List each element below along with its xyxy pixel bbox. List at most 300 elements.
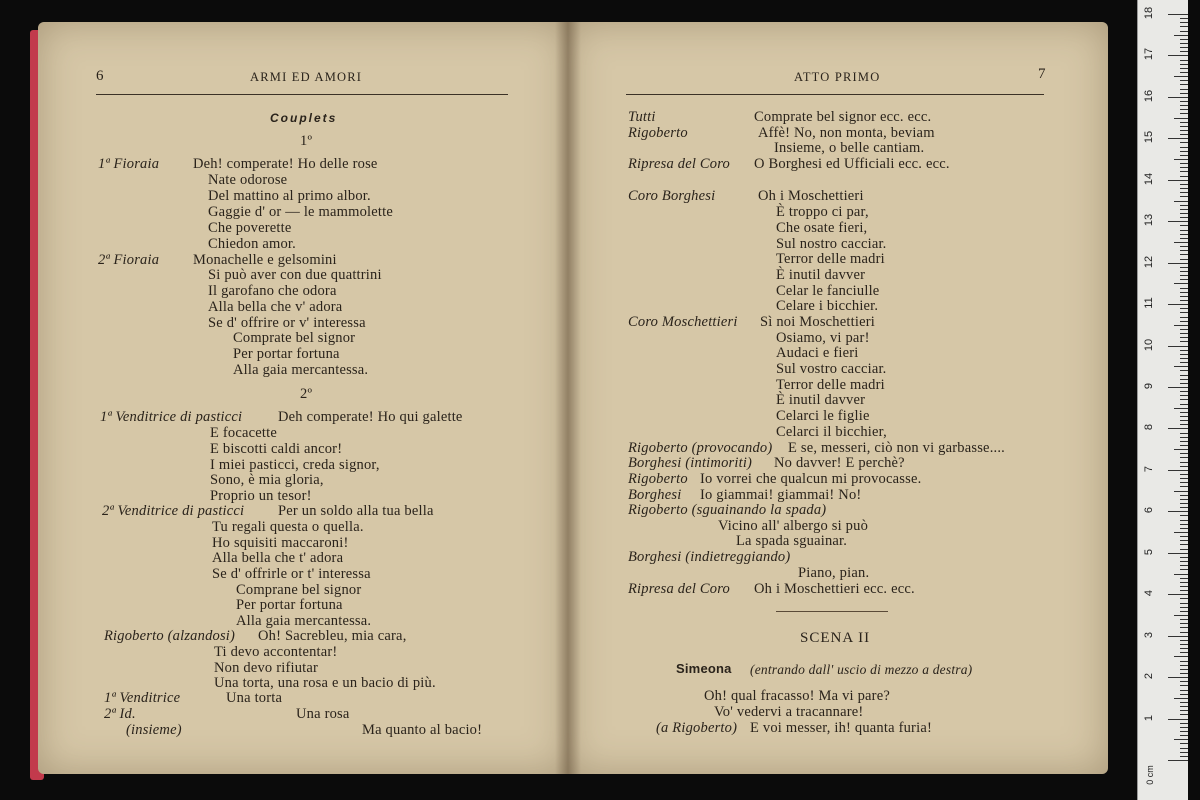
header-rule: [626, 94, 1044, 95]
ruler-tick: [1174, 449, 1188, 450]
header-rule: [96, 94, 508, 95]
ruler-tick: [1180, 213, 1188, 214]
ruler-tick: [1180, 482, 1188, 483]
ruler-tick: [1180, 238, 1188, 239]
ruler-tick: [1180, 590, 1188, 591]
ruler-tick: [1180, 267, 1188, 268]
ruler-tick: [1180, 134, 1188, 135]
verse-line: Vo' vedervi a tracannare!: [714, 704, 864, 720]
speaker: 1ª Venditrice di pasticci: [100, 409, 243, 425]
scene-speaker: Simeona: [676, 661, 732, 676]
ruler-tick: [1180, 354, 1188, 355]
ruler-tick: [1180, 752, 1188, 753]
ruler-tick: [1180, 714, 1188, 715]
ruler-tick: [1168, 553, 1188, 554]
ruler-tick: [1180, 453, 1188, 454]
ruler-tick: [1180, 167, 1188, 168]
verse-marker: 2º: [300, 386, 313, 402]
verse-line: Celarci il bicchier,: [776, 424, 887, 440]
speaker: (a Rigoberto): [656, 720, 738, 736]
ruler-tick: [1168, 677, 1188, 678]
ruler-tick: [1180, 163, 1188, 164]
verse-line: Comprane bel signor: [236, 582, 362, 598]
verse-line: Terror delle madri: [776, 377, 885, 393]
ruler-tick: [1180, 379, 1188, 380]
ruler-tick: [1180, 192, 1188, 193]
running-head: ATTO PRIMO: [794, 70, 881, 84]
scene-divider: [776, 611, 888, 612]
ruler-number: 14: [1143, 172, 1155, 185]
ruler-tick: [1180, 441, 1188, 442]
ruler-number: 13: [1143, 214, 1155, 227]
speaker: (insieme): [126, 722, 182, 738]
ruler-tick: [1180, 109, 1188, 110]
ruler-tick: [1180, 515, 1188, 516]
ruler-tick: [1180, 727, 1188, 728]
ruler-tick: [1168, 760, 1188, 761]
speaker: Borghesi (intimoriti): [628, 455, 753, 471]
ruler-tick: [1180, 321, 1188, 322]
verse-line: Insieme, o belle cantiam.: [774, 140, 925, 156]
ruler-tick: [1168, 387, 1188, 388]
ruler-number: 9: [1143, 382, 1155, 390]
speaker: Ripresa del Coro: [628, 156, 731, 172]
ruler-tick: [1174, 159, 1188, 160]
section-title: Couplets: [270, 111, 338, 125]
speaker: Borghesi: [628, 487, 682, 503]
ruler-tick: [1180, 586, 1188, 587]
verse-line: Del mattino al primo albor.: [208, 188, 371, 204]
ruler-tick: [1180, 80, 1188, 81]
ruler-tick: [1180, 22, 1188, 23]
speaker: Rigoberto: [628, 471, 688, 487]
ruler-tick: [1180, 569, 1188, 570]
ruler-tick: [1180, 317, 1188, 318]
page-number: 6: [96, 68, 104, 84]
ruler-tick: [1180, 565, 1188, 566]
ruler-tick: [1180, 279, 1188, 280]
ruler-number: 10: [1143, 338, 1155, 351]
ruler-tick: [1180, 412, 1188, 413]
ruler-tick: [1180, 176, 1188, 177]
ruler-tick: [1180, 105, 1188, 106]
ruler-tick: [1180, 557, 1188, 558]
ruler-tick: [1180, 549, 1188, 550]
ruler-tick: [1180, 51, 1188, 52]
ruler-number: 11: [1143, 297, 1155, 309]
ruler-tick: [1180, 399, 1188, 400]
ruler-tick: [1180, 370, 1188, 371]
verse-line: Per portar fortuna: [233, 346, 340, 362]
verse-line: No davver! E perchè?: [774, 455, 905, 471]
ruler-tick: [1180, 126, 1188, 127]
ruler-tick: [1180, 598, 1188, 599]
verse-line: Tu regali questa o quella.: [212, 519, 364, 535]
verse-line: Oh i Moschettieri: [758, 188, 864, 204]
ruler-number: 4: [1143, 590, 1155, 597]
verse-line: È troppo ci par,: [776, 204, 869, 220]
ruler-tick: [1180, 540, 1188, 541]
verse-line: Che poverette: [208, 220, 292, 236]
ruler-unit-label: 0 cm: [1144, 765, 1155, 785]
ruler-tick: [1180, 735, 1188, 736]
ruler-tick: [1180, 681, 1188, 682]
ruler-tick: [1180, 362, 1188, 363]
ruler-tick: [1180, 466, 1188, 467]
verse-line: Gaggie d' or — le mammolette: [208, 204, 393, 220]
speaker: Rigoberto (alzandosi): [104, 628, 236, 644]
ruler-tick: [1180, 507, 1188, 508]
ruler-tick: [1174, 201, 1188, 202]
verse-line: Comprate bel signor ecc. ecc.: [754, 109, 932, 125]
ruler-tick: [1180, 690, 1188, 691]
ruler-tick: [1180, 329, 1188, 330]
ruler-tick: [1168, 263, 1188, 264]
verse-line: Oh i Moschettieri ecc. ecc.: [754, 581, 915, 597]
verse-line: Alla bella che t' adora: [212, 550, 344, 566]
left-page: [38, 22, 568, 774]
verse-line: Ma quanto al bacio!: [362, 722, 483, 738]
ruler-tick: [1180, 151, 1188, 152]
ruler-tick: [1174, 242, 1188, 243]
ruler-number: 2: [1143, 673, 1155, 680]
ruler-tick: [1174, 366, 1188, 367]
verse-line: Terror delle madri: [776, 251, 885, 267]
ruler-tick: [1180, 246, 1188, 247]
ruler-tick: [1180, 665, 1188, 666]
ruler-tick: [1180, 395, 1188, 396]
verse-line: Comprate bel signor: [233, 330, 356, 346]
ruler-tick: [1180, 644, 1188, 645]
ruler-tick: [1174, 491, 1188, 492]
verse-line: Sono, è mia gloria,: [210, 472, 324, 488]
ruler-tick: [1180, 706, 1188, 707]
ruler-tick: [1180, 710, 1188, 711]
ruler-tick: [1180, 196, 1188, 197]
verse-line: Celare i bicchier.: [776, 298, 879, 314]
speaker: Coro Moschettieri: [628, 314, 738, 330]
ruler-tick: [1180, 603, 1188, 604]
verse-line: Proprio un tesor!: [210, 488, 312, 504]
verse-line: Per un soldo alla tua bella: [278, 503, 434, 519]
ruler-tick: [1180, 130, 1188, 131]
ruler-tick: [1180, 632, 1188, 633]
ruler-tick: [1180, 312, 1188, 313]
verse-line: I miei pasticci, creda signor,: [210, 457, 380, 473]
ruler-tick: [1180, 184, 1188, 185]
ruler-number: 3: [1143, 631, 1155, 638]
verse-line: Il garofano che odora: [208, 283, 337, 299]
ruler-tick: [1168, 138, 1188, 139]
ruler-tick: [1180, 26, 1188, 27]
verse-line: Alla gaia mercantessa.: [233, 362, 369, 378]
verse-line: Audaci e fieri: [776, 345, 859, 361]
ruler-tick: [1180, 437, 1188, 438]
speaker: Rigoberto: [628, 125, 688, 141]
ruler-tick: [1168, 511, 1188, 512]
ruler-tick: [1180, 495, 1188, 496]
ruler-tick: [1180, 416, 1188, 417]
verse-line: Io giammai! giammai! No!: [700, 487, 862, 503]
ruler-number: 1: [1143, 714, 1155, 721]
verse-marker: 1º: [300, 133, 313, 149]
ruler-tick: [1180, 685, 1188, 686]
ruler-tick: [1180, 350, 1188, 351]
ruler-number: 18: [1143, 6, 1155, 20]
ruler-tick: [1174, 656, 1188, 657]
ruler-tick: [1180, 520, 1188, 521]
ruler-tick: [1180, 72, 1188, 73]
verse-line: Alla bella che v' adora: [208, 299, 343, 315]
measuring-ruler: [1137, 0, 1188, 800]
stage-direction: (entrando dall' uscio di mezzo a destra): [750, 662, 973, 677]
ruler-tick: [1180, 292, 1188, 293]
ruler-tick: [1180, 723, 1188, 724]
ruler-tick: [1180, 669, 1188, 670]
ruler-tick: [1180, 731, 1188, 732]
ruler-tick: [1180, 205, 1188, 206]
ruler-tick: [1174, 532, 1188, 533]
ruler-tick: [1180, 18, 1188, 19]
ruler-tick: [1180, 209, 1188, 210]
ruler-tick: [1180, 743, 1188, 744]
ruler-tick: [1180, 627, 1188, 628]
ruler-tick: [1180, 536, 1188, 537]
speaker: 2ª Fioraia: [98, 252, 160, 268]
ruler-tick: [1180, 391, 1188, 392]
ruler-tick: [1168, 428, 1188, 429]
ruler-tick: [1180, 648, 1188, 649]
ruler-number: 16: [1143, 89, 1155, 102]
ruler-tick: [1174, 408, 1188, 409]
ruler-tick: [1180, 486, 1188, 487]
ruler-tick: [1180, 694, 1188, 695]
verse-line: Vicino all' albergo si può: [718, 518, 869, 534]
ruler-tick: [1180, 250, 1188, 251]
speaker: Coro Borghesi: [628, 188, 716, 204]
verse-line: Che osate fieri,: [776, 220, 868, 236]
ruler-number: 5: [1143, 548, 1155, 555]
ruler-tick: [1174, 574, 1188, 575]
ruler-tick: [1180, 404, 1188, 405]
ruler-tick: [1174, 283, 1188, 284]
ruler-tick: [1180, 445, 1188, 446]
ruler-tick: [1180, 478, 1188, 479]
verse-line: E focacette: [210, 425, 277, 441]
verse-line: Celar le fanciulle: [776, 283, 880, 299]
running-head: ARMI ED AMORI: [250, 70, 363, 84]
ruler-tick: [1180, 524, 1188, 525]
ruler-number: 7: [1143, 465, 1155, 472]
ruler-tick: [1180, 474, 1188, 475]
ruler-tick: [1180, 462, 1188, 463]
ruler-tick: [1174, 698, 1188, 699]
ruler-tick: [1180, 122, 1188, 123]
ruler-tick: [1180, 171, 1188, 172]
verse-line: Una torta, una rosa e un bacio di più.: [214, 675, 436, 691]
verse-line: Osiamo, vi par!: [776, 330, 870, 346]
ruler-tick: [1168, 55, 1188, 56]
verse-line: Deh! comperate! Ho delle rose: [193, 156, 378, 172]
ruler-tick: [1168, 636, 1188, 637]
speaker: 2ª Id.: [104, 706, 136, 722]
ruler-tick: [1180, 60, 1188, 61]
ruler-tick: [1174, 76, 1188, 77]
ruler-tick: [1180, 661, 1188, 662]
ruler-tick: [1180, 271, 1188, 272]
ruler-tick: [1180, 756, 1188, 757]
ruler-tick: [1180, 43, 1188, 44]
ruler-tick: [1168, 470, 1188, 471]
ruler-tick: [1180, 503, 1188, 504]
verse-line: È inutil davver: [776, 392, 866, 408]
ruler-tick: [1180, 147, 1188, 148]
book-gutter: [555, 22, 581, 774]
ruler-tick: [1180, 142, 1188, 143]
right-page: [568, 22, 1108, 774]
speaker: 1ª Fioraia: [98, 156, 160, 172]
verse-line: Ho squisiti maccaroni!: [212, 535, 349, 551]
ruler-tick: [1180, 457, 1188, 458]
ruler-tick: [1180, 578, 1188, 579]
verse-line: Una rosa: [296, 706, 350, 722]
ruler-tick: [1168, 14, 1188, 15]
verse-line: Si può aver con due quattrini: [208, 267, 382, 283]
ruler-number: 15: [1143, 131, 1155, 144]
ruler-tick: [1180, 288, 1188, 289]
ruler-tick: [1180, 300, 1188, 301]
ruler-tick: [1180, 217, 1188, 218]
verse-line: E voi messer, ih! quanta furia!: [750, 720, 932, 736]
verse-line: E se, messeri, ciò non vi garbasse....: [788, 440, 1005, 456]
ruler-tick: [1174, 118, 1188, 119]
verse-line: Se d' offrire or v' interessa: [208, 315, 366, 331]
ruler-tick: [1180, 341, 1188, 342]
ruler-tick: [1180, 582, 1188, 583]
ruler-tick: [1180, 89, 1188, 90]
speaker: Ripresa del Coro: [628, 581, 731, 597]
ruler-number: 17: [1143, 48, 1155, 61]
verse-line: Se d' offrirle or t' interessa: [212, 566, 371, 582]
ruler-tick: [1168, 304, 1188, 305]
ruler-tick: [1180, 113, 1188, 114]
verse-line: Sul vostro cacciar.: [776, 361, 887, 377]
ruler-tick: [1180, 84, 1188, 85]
ruler-tick: [1180, 188, 1188, 189]
verse-line: Oh! Sacrebleu, mia cara,: [258, 628, 407, 644]
ruler-tick: [1174, 739, 1188, 740]
verse-line: È inutil davver: [776, 267, 866, 283]
ruler-tick: [1180, 259, 1188, 260]
ruler-number: 8: [1143, 424, 1155, 431]
verse-line: Affè! No, non monta, beviam: [758, 125, 935, 141]
ruler-tick: [1180, 64, 1188, 65]
ruler-tick: [1180, 424, 1188, 425]
ruler-tick: [1174, 35, 1188, 36]
ruler-tick: [1180, 234, 1188, 235]
ruler-tick: [1180, 619, 1188, 620]
ruler-tick: [1174, 615, 1188, 616]
verse-line: Sì noi Moschettieri: [760, 314, 875, 330]
verse-line: Nate odorose: [208, 172, 288, 188]
verse-line: E biscotti caldi ancor!: [210, 441, 343, 457]
ruler-tick: [1180, 308, 1188, 309]
verse-line: O Borghesi ed Ufficiali ecc. ecc.: [754, 156, 950, 172]
verse-line: Ti devo accontentar!: [214, 644, 338, 660]
ruler-tick: [1168, 719, 1188, 720]
verse-line: La spada sguainar.: [736, 533, 848, 549]
ruler-tick: [1180, 499, 1188, 500]
speaker: Borghesi (indietreggiando): [628, 549, 791, 565]
verse-line: Piano, pian.: [798, 565, 870, 581]
page-number: 7: [1038, 66, 1046, 82]
verse-line: Chiedon amor.: [208, 236, 296, 252]
verse-line: Celarci le figlie: [776, 408, 870, 424]
verse-line: Deh comperate! Ho qui galette: [278, 409, 463, 425]
ruler-tick: [1168, 97, 1188, 98]
ruler-tick: [1180, 375, 1188, 376]
ruler-tick: [1180, 337, 1188, 338]
verse-line: Una torta: [226, 690, 283, 706]
ruler-tick: [1180, 225, 1188, 226]
ruler-tick: [1180, 296, 1188, 297]
speaker: 1ª Venditrice: [104, 690, 181, 706]
ruler-tick: [1180, 68, 1188, 69]
ruler-tick: [1180, 528, 1188, 529]
ruler-tick: [1180, 748, 1188, 749]
speaker: Rigoberto (sguainando la spada): [628, 502, 827, 518]
ruler-tick: [1180, 47, 1188, 48]
ruler-number: 12: [1143, 255, 1155, 268]
verse-line: Monachelle e gelsomini: [193, 252, 337, 268]
ruler-tick: [1180, 420, 1188, 421]
ruler-tick: [1180, 101, 1188, 102]
ruler-tick: [1180, 561, 1188, 562]
verse-line: Sul nostro cacciar.: [776, 236, 887, 252]
verse-line: Per portar fortuna: [236, 597, 343, 613]
verse-line: Alla gaia mercantessa.: [236, 613, 372, 629]
ruler-tick: [1180, 433, 1188, 434]
ruler-tick: [1168, 346, 1188, 347]
ruler-tick: [1180, 702, 1188, 703]
ruler-tick: [1168, 180, 1188, 181]
verse-line: Io vorrei che qualcun mi provocasse.: [700, 471, 922, 487]
speaker: Rigoberto (provocando): [628, 440, 773, 456]
ruler-tick: [1180, 640, 1188, 641]
verse-line: Oh! qual fracasso! Ma vi pare?: [704, 688, 890, 704]
ruler-tick: [1168, 594, 1188, 595]
ruler-tick: [1180, 673, 1188, 674]
ruler-number: 6: [1143, 507, 1155, 514]
ruler-tick: [1180, 358, 1188, 359]
ruler-tick: [1174, 325, 1188, 326]
ruler-tick: [1180, 155, 1188, 156]
ruler-tick: [1180, 544, 1188, 545]
verse-line: Non devo rifiutar: [214, 660, 319, 676]
ruler-tick: [1180, 31, 1188, 32]
ruler-tick: [1180, 230, 1188, 231]
speaker: 2ª Venditrice di pasticci: [102, 503, 245, 519]
ruler-tick: [1180, 39, 1188, 40]
ruler-tick: [1168, 221, 1188, 222]
speaker: Tutti: [628, 109, 656, 125]
ruler-tick: [1180, 623, 1188, 624]
ruler-tick: [1180, 652, 1188, 653]
ruler-tick: [1180, 383, 1188, 384]
ruler-tick: [1180, 607, 1188, 608]
scene-title: SCENA II: [800, 630, 871, 646]
ruler-tick: [1180, 254, 1188, 255]
